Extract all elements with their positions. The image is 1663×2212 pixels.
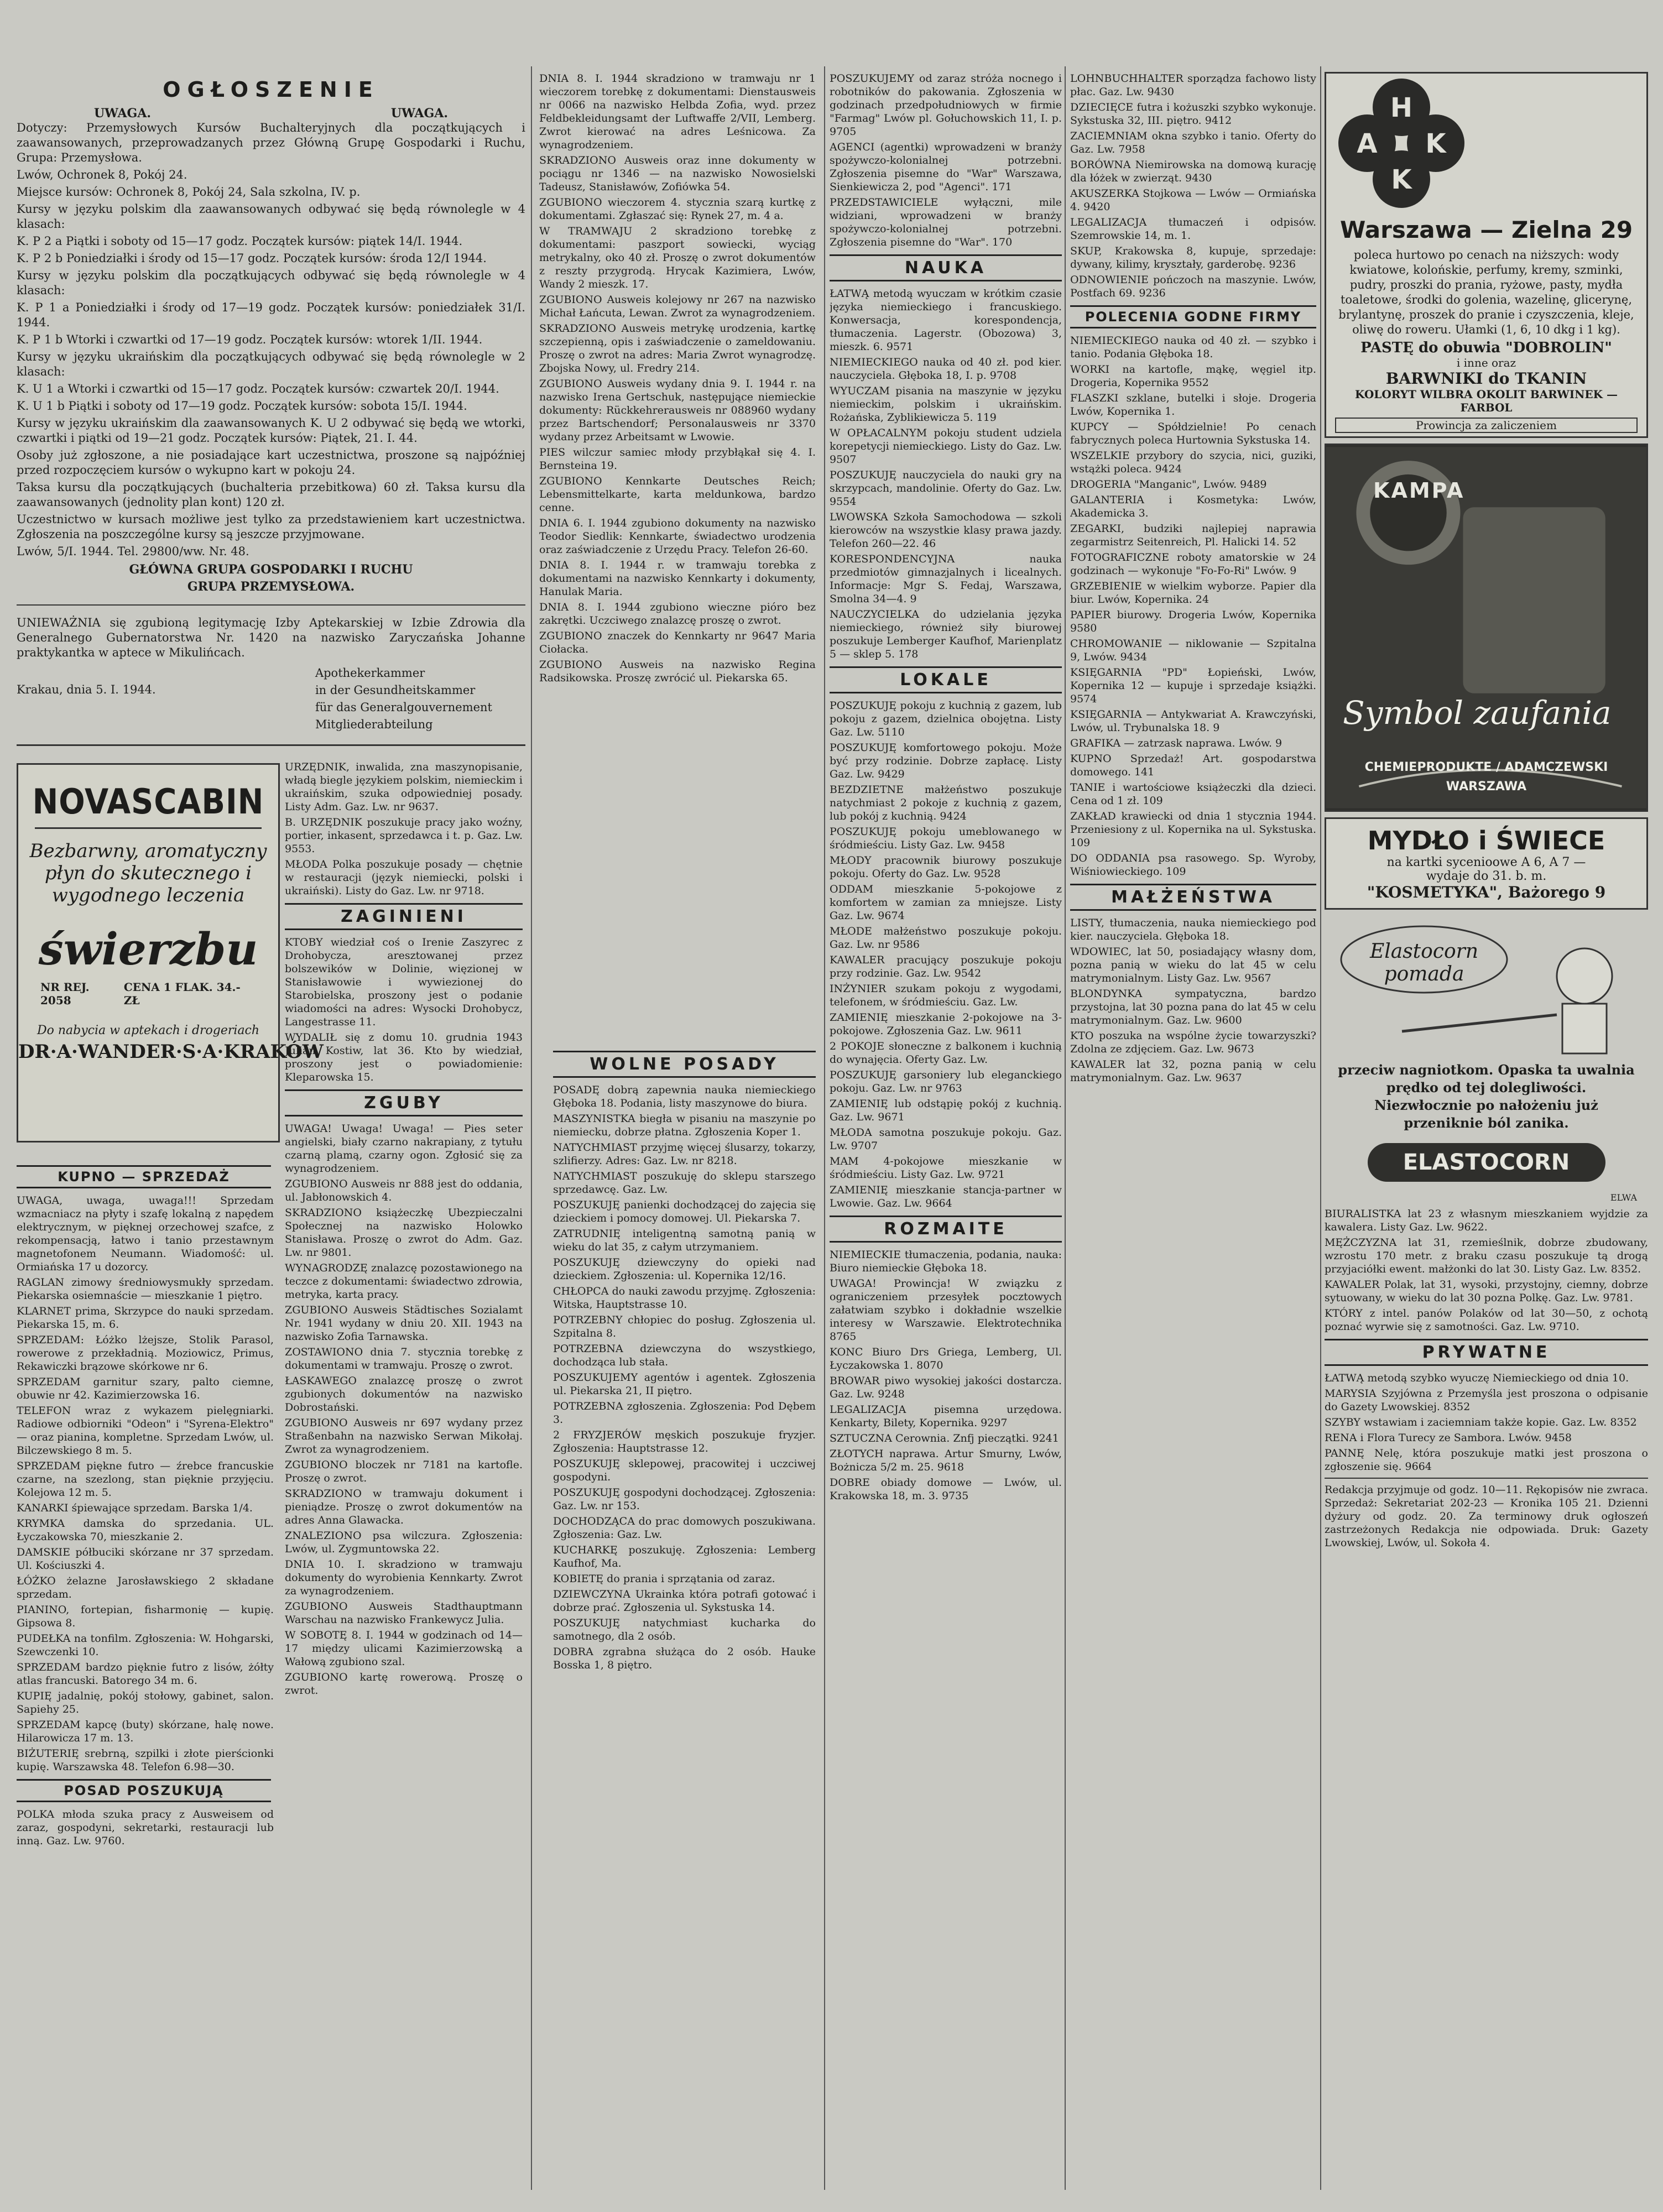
classified-ad: SKRADZIONO Ausweis oraz inne dokumenty w pociągu nr 1346 — na nazwisko Nowosielski Tadeusz, Stanisławów, Zofiówka 54. <box>539 154 816 193</box>
uwaga-left: UWAGA. <box>94 106 152 121</box>
classified-ad: W OPŁACALNYM pokoju student udziela korepetycji niemieckiego. Listy do Gaz. Lw. 9507 <box>830 427 1062 466</box>
column-rule <box>531 66 532 2190</box>
apothek-line: für das Generalgouvernement <box>315 701 492 714</box>
novascabin-brand: NOVASCABIN <box>32 781 264 822</box>
elastocorn-ad <box>1325 915 1648 1203</box>
classified-ad: PUDEŁKA na tonfilm. Zgłoszenia: W. Hohgarski, Szewczenki 10. <box>17 1632 274 1658</box>
classified-ad: WYDALIŁ się z domu 10. grudnia 1943 Julian Kostiw, lat 36. Kto by wiedział, proszony jest o powiadomienie: Kleparowska 15. <box>285 1031 523 1083</box>
classified-ad: MARYSIA Szyjówna z Przemyśla jest proszona o odpisanie do Gazety Lwowskiej. 8352 <box>1325 1387 1648 1413</box>
malzenstwa-heading: MAŁŻEŃSTWA <box>1070 884 1316 911</box>
prywatne-list <box>1325 1371 1648 1473</box>
classified-ad: POSZUKUJĘ garsoniery lub eleganckiego pokoju. Gaz. Lw. nr 9763 <box>830 1069 1062 1094</box>
classified-ad: B. URZĘDNIK poszukuje pracy jako woźny, portier, inkasent, sprzedawca i t. p. Gaz. Lw. 9553. <box>285 816 523 855</box>
elastocorn-logo: Elastocorn pomada <box>1369 940 1479 985</box>
classified-ad: BROWAR piwo wysokiej jakości dostarcza. Gaz. Lw. 9248 <box>830 1375 1062 1400</box>
classified-ad: WSZELKIE przybory do szycia, nici, guziki, wstążki poleca. 9424 <box>1070 450 1316 475</box>
elastocorn-text: przeciw nagniotkom. Opaska ta uwalnia prędko od tej dolegliwości. Niezwłocznie po nałożeniu już przeniknie ból zanika. <box>1338 1062 1635 1131</box>
kampa-city: WARSZAWA <box>1446 780 1527 794</box>
kampa-symbol: Symbol zaufania <box>1343 694 1612 732</box>
apothek-signature <box>315 666 492 734</box>
novascabin-ad <box>17 763 324 1142</box>
classified-ad: ZGUBIONO Ausweis na nazwisko Regina Radsikowska. Proszę zwrócić ul. Piekarska 65. <box>539 659 816 684</box>
uniewaznia-notice: UNIEWAŻNIA się zgubioną legitymację Izby Aptekarskiej w Izbie Zdrowia dla Generalnego Gubernatorstwa Nr. 1420 na nazwisko Zaryczańska Johanne praktykantka w aptece w Mikulińcach. <box>17 616 525 659</box>
classified-ad: LEGALIZACJA tłumaczeń i odpisów. Szemrowskie 14, m. 1. <box>1070 216 1316 242</box>
classified-ad: SPRZEDAM piękne futro — źrebce francuskie czarne, na szezlong, stan pięknie przyjęciu. Kolejowa 12 m. 5. <box>17 1460 274 1499</box>
classified-ad: 2 POKOJE słoneczne z balkonem i kuchnią do wynajęcia. Oferty Gaz. Lw. <box>830 1040 1062 1066</box>
classified-ad: ZATRUDNIĘ inteligentną samotną panią w wieku do lat 35, z całym utrzymaniem. <box>553 1228 816 1253</box>
classified-ad: DAMSKIE półbuciki skórzane nr 37 sprzedam. Ul. Kościuszki 4. <box>17 1546 274 1572</box>
classified-ad: AKUSZERKA Stojkowa — Lwów — Ormiańska 4. 9420 <box>1070 187 1316 213</box>
classified-ad: MŁODA Polka poszukuje posady — chętnie w restauracji (język niemiecki, polski i ukraiński). Listy do Gaz. Lw. nr 9718. <box>285 858 523 897</box>
notice-paragraph: Miejsce kursów: Ochronek 8, Pokój 24, Sala szkolna, IV. p. <box>17 185 361 199</box>
classified-ad: BIURALISTKA lat 23 z własnym mieszkaniem wyjdzie za kawalera. Listy Gaz. Lw. 9622. <box>1325 1208 1648 1233</box>
classified-ad: POTRZEBNA zgłoszenia. Zgłoszenia: Pod Dębem 3. <box>553 1400 816 1426</box>
classified-ad: KOBIETĘ do prania i sprzątania od zaraz. <box>553 1573 775 1585</box>
classified-ad: DO ODDANIA psa rasowego. Sp. Wyroby, Wiśniowieckiego. 109 <box>1070 852 1316 878</box>
nauka-list <box>830 287 1062 661</box>
classified-ad: DNIA 10. I. skradziono w tramwaju dokumenty do wyrobienia Kennkarty. Zwrot za wynagrodzeniem. <box>285 1558 523 1597</box>
classified-ad: SPRZEDAM kapcę (buty) skórzane, halę nowe. Hilarowicza 17 m. 13. <box>17 1719 274 1744</box>
notice-paragraph: Osoby już zgłoszone, a nie posiadające kart uczestnictwa, proszone są najpóźniej przed rozpoczęciem kursów o wykupno kart w pokoju 24. <box>17 448 525 477</box>
novascabin-reg-row <box>18 980 278 1007</box>
column-4 <box>830 72 1062 2190</box>
classified-ad: DZIEWCZYNA Ukrainka która potrafi gotować i dobrze prać. Zgłoszenia ul. Sykstuska 14. <box>553 1588 816 1614</box>
classified-ad: ZGUBIONO wieczorem 4. stycznia szarą kurtkę z dokumentami. Zgłaszać się: Rynek 27, m. 4 a. <box>539 196 816 222</box>
classified-ad: WDOWIEC, lat 50, posiadający własny dom, pozna panią w wieku do lat 45 w celu matrymonialnym. Listy Gaz. Lw. 9567 <box>1070 946 1316 984</box>
column-5 <box>1070 72 1316 2190</box>
classified-ad: ZGUBIONO Kennkarte Deutsches Reich; Lebensmittelkarte, karta meldunkowa, bardzo cenne. <box>539 475 816 514</box>
classified-ad: FLASZKI szklane, butelki i słoje. Drogeria Lwów, Kopernika 1. <box>1070 392 1316 418</box>
classified-ad: POSZUKUJĘ natychmiast kucharka do samotnego, dla 2 osób. <box>553 1617 816 1642</box>
hak-letter: A <box>1357 128 1378 159</box>
classified-ad: GALANTERIA i Kosmetyka: Lwów, Akademicka 3. <box>1070 494 1316 519</box>
classified-ad: LISTY, tłumaczenia, nauka niemieckiego pod kier. nauczyciela. Głęboka 18. <box>1070 917 1316 942</box>
classified-ad: PRZEDSTAWICIELE wyłączni, mile widziani, wprowadzeni w branży spożywczo-kolonialnej potrzebni. Zgłoszenia pisemne do "War". 170 <box>830 196 1062 248</box>
hak-barwniki: BARWNIKI do TKANIN <box>1385 369 1587 388</box>
classified-ad: WYUCZAM pisania na maszynie w języku niemieckim, polskim i ukraińskim. Rożańska, Zyblikiewicza 5. 119 <box>830 385 1062 424</box>
hak-ad <box>1325 72 1648 438</box>
classified-ad: DOBRA zgrabna służąca do 2 osób. Hauke Bosska 1, 8 piętro. <box>553 1646 816 1671</box>
novascabin-product: świerzbu <box>38 923 258 975</box>
notice-body <box>17 121 525 559</box>
novascabin-maker: DR·A·WANDER·S·A·KRAKÓW <box>18 1041 324 1063</box>
classified-ad: GRZEBIENIE w wielkim wyborze. Papier dla biur. Lwów, Kopernika. 24 <box>1070 580 1316 606</box>
classified-ad: ZGUBIONO bloczek nr 7181 na kartofle. Proszę o zwrot. <box>285 1459 523 1484</box>
classified-ad: RENA i Flora Turecy ze Sambora. Lwów. 9458 <box>1325 1432 1572 1444</box>
mydlo-ad <box>1325 817 1648 910</box>
classified-ad: POTRZEBNA dziewczyna do wszystkiego, dochodząca lub stała. <box>553 1343 816 1368</box>
mydlo-line: wydaje do 31. b. m. <box>1426 869 1547 883</box>
hak-brands: KOLORYT WILBRA OKOLIT BARWINEK — FARBOL <box>1354 388 1618 414</box>
classified-ad: ŁASKAWEGO znalazcę proszę o zwrot zgubionych dokumentów na nazwisko Dobrostański. <box>285 1375 523 1413</box>
classified-ad: NATYCHMIAST przyjmę więcej ślusarzy, tokarzy, szlifierzy. Adres: Gaz. Lw. nr 8218. <box>553 1141 816 1167</box>
classified-ad: MŁODE małżeństwo poszukuje pokoju. Gaz. Lw. nr 9586 <box>830 925 1062 951</box>
classified-ad: ZGUBIONO Ausweis wydany dnia 9. I. 1944 r. na nazwisko Irena Gertschuk, następujące niemieckie dokumenty: Rückkehrerausweis nr 088960 wydany przez Bartschendorf; Personalausweis nr 3370 wydany przez Arbeitsamt w Lwowie. <box>539 378 816 443</box>
column-rule <box>1320 66 1321 2190</box>
col5-top-list <box>1070 72 1316 300</box>
classified-ad: MŁODA samotna poszukuje pokoju. Gaz. Lw. 9707 <box>830 1126 1062 1152</box>
classified-ad: SPRZEDAM garnitur szary, palto ciemne, obuwie nr 42. Kazimierzowska 16. <box>17 1376 274 1401</box>
classified-ad: DZIECIĘCE futra i kożuszki szybko wykonuje. Sykstuska 32, III. piętro. 9412 <box>1070 101 1316 127</box>
classified-ad: BLONDYNKA sympatyczna, bardzo przystojna, lat 30 pozna pana do lat 45 w celu matrymonialnym. Gaz. Lw. 9600 <box>1070 988 1316 1026</box>
divider <box>35 827 262 829</box>
classified-ad: ZOSTAWIONO dnia 7. stycznia torebkę z dokumentami w tramwaju. Proszę o zwrot. <box>285 1346 523 1371</box>
apothek-line: in der Gesundheitskammer <box>315 684 476 697</box>
novascabin-price: CENA 1 FLAK. 34.-ZŁ <box>123 980 241 1007</box>
hak-letter: K <box>1391 164 1412 195</box>
notice-paragraph: K. P 1 a Poniedziałki i środy od 17—19 godz. Początek kursów: poniedziałek 31/I. 1944. <box>17 301 525 329</box>
classified-ad: TANIE i wartościowe książeczki dla dzieci. Cena od 1 zł. 109 <box>1070 781 1316 807</box>
classified-ad: POSZUKUJĘ gospodyni dochodzącej. Zgłoszenia: Gaz. Lw. nr 153. <box>553 1486 816 1512</box>
classified-ad: SKRADZIONO Ausweis metrykę urodzenia, kartkę szczepienną, opis i zaświadczenie o zameldowaniu. Proszę o zwrot na adres: Maria Zwrot wynagrodzę. Zbojska Nowy, ul. Fredry 214. <box>539 322 816 374</box>
elastocorn-brand: ELASTOCORN <box>1368 1143 1605 1182</box>
notice-paragraph: Kursy w języku ukraińskim dla początkujących odbywać się będą równolegle w 2 klasach: <box>17 350 525 378</box>
classified-ad: RAGLAN zimowy średniowysmukły sprzedam. Piekarska osiemnaście — mieszkanie 1 piętro. <box>17 1276 274 1302</box>
classified-ad: MĘŻCZYZNA lat 31, rzemieślnik, dobrze zbudowany, wzrostu 170 metr. z braku czasu poszukuje tą drogą przyjaciółki ewent. małżonki do lat 30. Listy Gaz. Lw. 8352. <box>1325 1237 1648 1275</box>
classified-ad: ZGUBIONO Ausweis Städtisches Sozialamt Nr. 1941 wydany w dniu 20. XII. 1943 na nazwisko Zofia Tarnawska. <box>285 1304 523 1343</box>
classified-ad: NIEMIECKIEGO nauka od 40 zł. pod kier. nauczyciela. Głęboka 18, I. p. 9708 <box>830 356 1062 382</box>
classified-ad: URZĘDNIK, inwalida, zna maszynopisanie, władą biegle językiem polskim, niemieckim i ukraińskim, szuka odpowiedniej posady. Listy Adm. Gaz. Lw. nr 9637. <box>285 761 523 813</box>
classified-ad: DNIA 8. I. 1944 skradziono w tramwaju nr 1 wieczorem torebkę z dokumentami: Dienstausweis nr 0066 na nazwisko Helbda Zofia, wyd. przez Feldbekleidungsamt der Luftwaffe 2/VII, Lemberg. Zwrot kierować na adres Leśnicowa. Za wynagrodzeniem. <box>539 72 816 151</box>
classified-ad: CHŁOPCA do nauki zawodu przyjmę. Zgłoszenia: Witska, Hauptstrasse 10. <box>553 1285 816 1311</box>
classified-ad: ODNOWIENIE pończoch na maszynie. Lwów, Postfach 69. 9236 <box>1070 274 1316 299</box>
classified-ad: KAWALER Polak, lat 31, wysoki, przystojny, ciemny, dobrze sytuowany, w wieku do lat 30 pozna Polkę. Gaz. Lw. 9781. <box>1325 1279 1648 1304</box>
classified-ad: KANARKI śpiewające sprzedam. Barska 1/4. <box>17 1502 253 1514</box>
notice-paragraph: Uczestnictwo w kursach możliwe jest tylko za przedstawieniem kart uczestnictwa. Zgłoszenia na poszczególne kursy są jeszcze przyjmowane. <box>17 513 525 541</box>
hak-letter: K <box>1425 128 1446 159</box>
classified-ad: GRAFIKA — zatrzask naprawa. Lwów. 9 <box>1070 737 1283 749</box>
classified-ad: BORÓWNA Niemirowska na domową kurację dla łóżek w zwierząt. 9430 <box>1070 159 1316 184</box>
rozmaite-list <box>830 1248 1062 1503</box>
zaginieni-heading: ZAGINIENI <box>285 903 523 930</box>
wolne-posady-list <box>553 1083 816 1672</box>
classified-ad: POSZUKUJĘ dziewczyny do opieki nad dzieckiem. Zgłoszenia: ul. Kopernika 12/16. <box>553 1256 816 1282</box>
kupno-sprzedaz-heading: KUPNO — SPRZEDAŻ <box>17 1165 271 1188</box>
classified-ad: POSZUKUJEMY od zaraz stróża nocnego i robotników do pakowania. Zgłoszenia w godzinach przedpołudniowych w firmie "Farmag" Lwów pl. Gołuchowskich 11, I. p. 9705 <box>830 72 1062 138</box>
classified-ad: KSIĘGARNIA — Antykwariat A. Krawczyński, Lwów, ul. Trybunalska 18. 9 <box>1070 708 1316 734</box>
hak-pasta: PASTĘ do obuwia "DOBROLIN" <box>1360 340 1612 356</box>
rozmaite-heading: ROZMAITE <box>830 1215 1062 1243</box>
column-rule <box>1065 66 1066 2190</box>
notice-paragraph: Kursy w języku polskim dla zaawansowanych odbywać się będą równolegle w 4 klasach: <box>17 202 525 231</box>
classified-ad: ŁÓŻKO żelazne Jarosławskiego 2 składane sprzedam. <box>17 1575 274 1600</box>
classified-ad: ZAMIENIĘ lub odstąpię pokój z kuchnią. Gaz. Lw. 9671 <box>830 1098 1062 1123</box>
classified-ad: ZŁOTYCH naprawa. Artur Smurny, Lwów, Bożnicza 5/2 m. 25. 9618 <box>830 1448 1062 1473</box>
classified-ad: SPRZEDAM bardzo pięknie futro z lisów, żółty atlas francuski. Batorego 34 m. 6. <box>17 1661 274 1687</box>
col6-list <box>1325 1207 1648 1333</box>
classified-ad: KSIĘGARNIA "PD" Łopieński, Lwów, Kopernika 12 — kupuje i sprzedaje książki. 9574 <box>1070 666 1316 705</box>
classified-ad: MŁODY pracownik biurowy poszukuje pokoju. Oferty do Gaz. Lw. 9528 <box>830 854 1062 880</box>
classified-ad: NAUCZYCIELKA do udzielania języka niemieckiego, również siły biurowej poszukuje Lemberger Kaufhof, Marienplatz 5 — sklep 5. 178 <box>830 608 1062 660</box>
classified-ad: POSZUKUJĘ nauczyciela do nauki gry na skrzypcach, mandolinie. Oferty do Gaz. Lw. 9554 <box>830 469 1062 508</box>
notice-signature-1: GŁÓWNA GRUPA GOSPODARKI I RUCHU <box>129 562 413 577</box>
classified-ad: SKUP, Krakowska 8, kupuje, sprzedaje: dywany, kilimy, kryształy, garderobę. 9236 <box>1070 245 1316 270</box>
classified-ad: DOCHODZĄCA do prac domowych poszukiwana. Zgłoszenia: Gaz. Lw. <box>553 1515 816 1541</box>
notice-paragraph: K. U 1 a Wtorki i czwartki od 15—17 godz. Początek kursów: czwartek 20/I. 1944. <box>17 382 499 395</box>
kampa-company: CHEMIEPRODUKTE / ADAMCZEWSKI <box>1364 760 1608 774</box>
classified-ad: MASZYNISTKA biegła w pisaniu na maszynie po niemiecku, dobrze płatna. Zgłoszenia Koper 1. <box>553 1113 816 1138</box>
classified-ad: POSZUKUJĘ panienki dochodzącej do zajęcia się dzieckiem i pomocy domowej. Ul. Piekarska 7. <box>553 1199 816 1224</box>
classified-ad: TELEFON wraz z wykazem pielęgniarki. Radiowe odbiorniki "Odeon" i "Syrena-Elektro" — oraz pianina, kompletne. Sprzedam Lwów, ul. Bilczewskiego 8 m. 5. <box>17 1405 274 1457</box>
classified-ad: PANNĘ Nelę, która poszukuje matki jest proszona o zgłoszenie się. 9664 <box>1325 1447 1648 1473</box>
classified-ad: INŻYNIER szukam pokoju z wygodami, telefonem, w śródmieściu. Gaz. Lw. <box>830 983 1062 1008</box>
classified-ad: POSADĘ dobrą zapewnia nauka niemieckiego Głęboka 18. Podania, listy maszynowe do biura. <box>553 1084 816 1109</box>
hak-city: Warszawa — Zielna 29 <box>1339 216 1633 243</box>
notice-paragraph: K. P 2 b Poniedziałki i środy od 15—17 godz. Początek kursów: środa 12/I 1944. <box>17 252 487 265</box>
classified-ad: ZAMIENIĘ mieszkanie 2-pokojowe na 3-pokojowe. Zgłoszenia Gaz. Lw. 9611 <box>830 1011 1062 1037</box>
notice-paragraph: Lwów, 5/I. 1944. Tel. 29800/ww. Nr. 48. <box>17 545 249 558</box>
wolne-posady-heading: WOLNE POSADY <box>553 1051 816 1078</box>
lokale-list <box>830 699 1062 1210</box>
urzednik-list <box>285 760 523 898</box>
kampa-brand: KAMPA <box>1373 478 1465 503</box>
mydlo-line: na kartki sycenioowe A 6, A 7 — <box>1386 855 1586 869</box>
kupno-sprzedaz-list <box>17 1194 274 1773</box>
classified-ad: WORKI na kartofle, mąkę, węgiel itp. Drogeria, Kopernika 9552 <box>1070 363 1316 389</box>
divider <box>17 744 525 746</box>
classified-ad: DROGERIA "Manganic", Lwów. 9489 <box>1070 478 1267 491</box>
classified-ad: ZAKŁAD krawiecki od dnia 1 stycznia 1944. Przeniesiony z ul. Kopernika na ul. Sykstuska. 109 <box>1070 810 1316 849</box>
prywatne-heading: PRYWATNE <box>1325 1339 1648 1366</box>
classified-ad: KTO poszuka na wspólne życie towarzyszki? Zdolna ze zdjęciem. Gaz. Lw. 9673 <box>1070 1030 1316 1055</box>
notice-title: OGŁOSZENIE <box>163 77 379 102</box>
apothek-line: Apothekerkammer <box>315 666 425 680</box>
nauka-heading: NAUKA <box>830 254 1062 281</box>
classified-ad: UWAGA! Prowincja! W związku z ograniczeniem przesyłek pocztowych załatwiam szybko i dokładnie wszelkie interesy w Warszawie. Elektrotechnika 8765 <box>830 1277 1062 1343</box>
classified-ad: POSZUKUJĘ sklepowej, pracowitej i uczciwej gospodyni. <box>553 1458 816 1483</box>
posad-poszukuja-list <box>17 1808 274 1848</box>
polecenia-list <box>1070 334 1316 878</box>
notice-paragraph: Taksa kursu dla początkujących (buchalteria przebitkowa) 60 zł. Taksa kursu dla zaawansowanych (jednolity plan kont) 120 zł. <box>17 481 525 509</box>
classified-ad: PIES wilczur samiec młody przybłąkał się 4. I. Bernsteina 19. <box>539 446 816 472</box>
classified-ad: POTRZEBNY chłopiec do posług. Zgłoszenia ul. Szpitalna 8. <box>553 1314 816 1339</box>
hak-clover-logo <box>1335 77 1468 210</box>
classified-ad: ZEGARKI, budziki najlepiej naprawia zegarmistrz Seitenreich, Pl. Halicki 14. 52 <box>1070 523 1316 548</box>
classified-ad: KUPIĘ jadalnię, pokój stołowy, gabinet, salon. Sapiehy 25. <box>17 1690 274 1715</box>
mydlo-company: "KOSMETYKA", Bażorego 9 <box>1367 883 1606 901</box>
polecenia-heading: POLECENIA GODNE FIRMY <box>1070 305 1316 328</box>
kampa-ad <box>1325 444 1648 812</box>
classified-ad: UWAGA, uwaga, uwaga!!! Sprzedam wzmacniacz na płyty i szafę lokalną z napędem elektrycznym, w pięknej orzechowej szafce, z rekompensacją, łatwo i tanio przestawnym magnetofonem Neumann. Wiadomość: ul. Ormiańska 17 u dozorcy. <box>17 1194 274 1273</box>
classified-ad: MAM 4-pokojowe mieszkanie w śródmieściu. Listy Gaz. Lw. 9721 <box>830 1155 1062 1181</box>
classified-ad: KTÓRY z intel. panów Polaków od lat 30—50, z ochotą poznać wyrwie się z samotności. Gaz. Lw. 9710. <box>1325 1307 1648 1333</box>
elastocorn-illustration <box>1325 915 1648 1059</box>
classified-ad: CHROMOWANIE — niklowanie — Szpitalna 9, Lwów. 9434 <box>1070 638 1316 663</box>
notice-paragraph: Kursy w języku ukraińskim dla zaawansowanych K. U 2 odbywać się będą we wtorki, czwartki i piątki od 19—21 godz. Początek kursów: Piątek, 21. I. 44. <box>17 416 525 445</box>
classified-ad: ZGUBIONO Ausweis kolejowy nr 267 na nazwisko Michał Łańcuta, Lewan. Zwrot za wynagrodzeniem. <box>539 294 816 319</box>
zguby-top-list <box>539 72 816 685</box>
classified-ad: WYNAGRODZĘ znalazcę pozostawionego na teczce z dokumentami: świadectwo zdrowia, metryka, karta pracy. <box>285 1262 523 1301</box>
classified-ad: SZYBY wstawiam i zaciemniam także kopie. Gaz. Lw. 8352 <box>1325 1416 1637 1428</box>
hak-text: poleca hurtowo po cenach na niższych: wody kwiatowe, kolońskie, perfumy, kremy, szminki, pudry, proszki do prania, ryżowe, pasty, mydła toaletowe, środki do golenia, wazelinę, glicerynę, brylantynę, proszek do pranie i czyszczenia, kleje, oliwę do roweru. Ułamki (1, 6, 10 dkg i 1 kg). <box>1338 248 1634 336</box>
apothek-line: Mitgliederabteilung <box>315 718 433 731</box>
classified-ad: W SOBOTĘ 8. I. 1944 w godzinach od 14—17 między ulicami Kazimierzowską a Wałową zgubiono szal. <box>285 1629 523 1668</box>
classified-ad: AGENCI (agentki) wprowadzeni w branży spożywczo-kolonialnej potrzebni. Zgłoszenia pisemne do "War" Warszawa, Sienkiewicza 2, pod "Agenci". 171 <box>830 141 1062 193</box>
classified-ad: NIEMIECKIEGO nauka od 40 zł. — szybko i tanio. Podania Głęboka 18. <box>1070 335 1316 360</box>
krakau-date: Krakau, dnia 5. I. 1944. <box>17 683 156 696</box>
classified-ad: KUCHARKĘ poszukuję. Zgłoszenia: Lemberg Kaufhof, Ma. <box>553 1544 816 1569</box>
classified-ad: SZTUCZNA Cerownia. Znfj pieczątki. 9241 <box>830 1432 1059 1444</box>
notice-paragraph: K. P 1 b Wtorki i czwartki od 17—19 godz. Początek kursów: wtorek 1/II. 1944. <box>17 333 483 346</box>
classified-ad: ŁATWĄ metodą wyuczam w krótkim czasie języka niemieckiego i francuskiego. Konwersacja, korespondencja, tłumaczenia. Lagerstr. (Obozowa) 3, mieszk. 6. 9571 <box>830 288 1062 353</box>
divider <box>1325 1478 1648 1479</box>
classified-ad: KTOBY wiedział coś o Irenie Zaszyrec z Drohobycza, aresztowanej przez bolszewików w Dolinie, więzionej w Stanisławowie i wywiezionej do Starobielska, proszony jest o podanie wiadomości na adres: Wysocki Drohobycz, Langestrasse 11. <box>285 936 523 1028</box>
notice-signature-2: GRUPA PRZEMYSŁOWA. <box>187 580 355 594</box>
novascabin-tagline: Bezbarwny, aromatyczny płyn do skutecznego i wygodnego leczenia <box>29 840 267 906</box>
notice-paragraph: K. P 2 a Piątki i soboty od 15—17 godz. Początek kursów: piątek 14/I. 1944. <box>17 234 463 248</box>
mydlo-title: MYDŁO i ŚWIECE <box>1367 826 1605 855</box>
classified-ad: DNIA 8. I. 1944 r. w tramwaju torebka z dokumentami na nazwisko Kennkarty i dokumenty, Hanulak Maria. <box>539 559 816 598</box>
classified-ad: POLKA młoda szuka pracy z Ausweisem od zaraz, gospodyni, sekretarki, restauracji lub inną. Gaz. Lw. 9760. <box>17 1808 274 1847</box>
notice-paragraph: Dotyczy: Przemysłowych Kursów Buchalteryjnych dla początkujących i zaawansowanych, przeprowadzanych przez Główną Grupę Gospodarki i Ruchu, Grupa: Przemysłowa. <box>17 121 525 164</box>
classified-ad: FOTOGRAFICZNE roboty amatorskie w 24 godzinach — wykonuje "Fo-Fo-Ri" Lwów. 9 <box>1070 551 1316 577</box>
classified-ad: 2 FRYZJERÓW męskich poszukuje fryzjer. Zgłoszenia: Hauptstrasse 12. <box>553 1429 816 1454</box>
notice-paragraph: K. U 1 b Piątki i soboty od 17—19 godz. Początek kursów: sobota 15/I. 1944. <box>17 399 467 413</box>
column-3 <box>553 1045 816 2190</box>
classified-ad: SKRADZIONO w tramwaju dokument i pieniądze. Proszę o zwrot dokumentów na adres Anna Glawacka. <box>285 1488 523 1526</box>
classified-ad: ODDAM mieszkanie 5-pokojowe z komfortem w zamian za mniejsze. Listy Gaz. Lw. 9674 <box>830 883 1062 922</box>
divider <box>17 604 525 606</box>
classified-ad: ZGUBIONO kartę rowerową. Proszę o zwrot. <box>285 1671 523 1697</box>
classified-ad: NATYCHMIAST poszukuję do sklepu starszego sprzedawcę. Gaz. Lw. <box>553 1170 816 1196</box>
classified-ad: ZGUBIONO Ausweis nr 697 wydany przez Straßenbahn na nazwisko Serwan Mikołaj. Zwrot za wynagrodzeniem. <box>285 1417 523 1455</box>
posad-poszukuja-heading: POSAD POSZUKUJĄ <box>17 1779 271 1802</box>
zguby-heading: ZGUBY <box>285 1089 523 1117</box>
notice-paragraph: Kursy w języku polskim dla początkujących odbywać się będą równolegle w 4 klasach: <box>17 269 525 297</box>
classified-ad: LWOWSKA Szkoła Samochodowa — szkoli kierowców na wszystkie klasy prawa jazdy. Telefon 260—22. 46 <box>830 511 1062 550</box>
col4-top-list <box>830 72 1062 249</box>
notice-uwaga-row <box>17 106 525 121</box>
uwaga-right: UWAGA. <box>390 106 448 121</box>
classified-ad: ZGUBIONO znaczek do Kennkarty nr 9647 Maria Ciołacka. <box>539 630 816 655</box>
classified-ad: DNIA 6. I. 1944 zgubiono dokumenty na nazwisko Teodor Siedlik: Kennkarte, świadectwo urodzenia oraz zaświadczenie z Urzędu Pracy. Telefon 26-60. <box>539 517 816 556</box>
zguby-list <box>285 1122 523 1697</box>
classified-ad: KUPCY — Spółdzielnie! Po cenach fabrycznych poleca Hurtownia Sykstuska 14. <box>1070 421 1316 446</box>
column-6 <box>1325 66 1648 2190</box>
classified-ad: ZNALEZIONO psa wilczura. Zgłoszenia: Lwów, ul. Zygmuntowska 22. <box>285 1530 523 1555</box>
classified-ad: BEZDZIETNE małżeństwo poszukuje natychmiast 2 pokoje z kuchnią z gazem, lub pokój z kuchnią. 9424 <box>830 784 1062 822</box>
classified-ad: UWAGA! Uwaga! Uwaga! — Pies seter angielski, biały czarno nakrapiany, z tytułu czarną plamą, czarny ogon. Zgłosić się za wynagrodzeniem. <box>285 1123 523 1175</box>
classified-ad: SKRADZIONO książeczkę Ubezpieczalni Społecznej na nazwisko Holowko Stanisława. Proszę o zwrot do Adm. Gaz. Lw. nr 9801. <box>285 1207 523 1259</box>
classified-ad: LEGALIZACJA pisemna urzędowa. Kenkarty, Bilety, Kopernika. 9297 <box>830 1404 1062 1429</box>
redakcja-note: Redakcja przyjmuje od godz. 10—11. Rękopisów nie zwraca. Sprzedaż: Sekretariat 202-23 — Kronika 105 21. Dzienni dyżury od godz. 20. Za terminowy druk ogłoszeń zastrzeżonych Redakcja nie odpowiada. Druk: Gazety Lwowskiej, Lwów, ul. Sokoła 4. <box>1325 1484 1648 1549</box>
classified-ad: NIEMIECKIE tłumaczenia, podania, nauka: Biuro niemieckie Głęboka 18. <box>830 1249 1062 1274</box>
column-rule <box>824 66 825 2190</box>
classified-ad: KLARNET prima, Skrzypce do nauki sprzedam. Piekarska 15, m. 6. <box>17 1305 274 1331</box>
classified-ad: LOHNBUCHHALTER sporządza fachowo listy płac. Gaz. Lw. 9430 <box>1070 72 1316 98</box>
classified-ad: DNIA 8. I. 1944 zgubiono wieczne pióro bez zakrętki. Uczciwego znalazcę proszę o zwrot. <box>539 601 816 627</box>
notice-paragraph: Lwów, Ochronek 8, Pokój 24. <box>17 168 187 181</box>
classified-ad: KRYMKA damska do sprzedania. UL. Łyczakowska 70, mieszkanie 2. <box>17 1517 274 1543</box>
classified-ad: POSZUKUJĘ pokoju umeblowanego w śródmieściu. Listy Gaz. Lw. 9458 <box>830 826 1062 851</box>
classified-ad: KAWALER pracujący poszukuje pokoju przy rodzinie. Gaz. Lw. 9542 <box>830 954 1062 979</box>
malzenstwa-list <box>1070 916 1316 1084</box>
hak-prov: Prowincja za zaliczeniem <box>1335 418 1638 433</box>
classified-ad: ZAMIENIĘ mieszkanie stancja-partner w Lwowie. Gaz. Lw. 9664 <box>830 1184 1062 1209</box>
apothek-block <box>17 666 525 734</box>
novascabin-reg: NR REJ. 2058 <box>40 980 90 1007</box>
classified-ad: PAPIER biurowy. Drogeria Lwów, Kopernika 9580 <box>1070 609 1316 634</box>
classified-ad: ŁATWĄ metodą szybko wyuczę Niemieckiego od dnia 10. <box>1325 1372 1629 1384</box>
classified-ad: POSZUKUJEMY agentów i agentek. Zgłoszenia ul. Piekarska 21, II piętro. <box>553 1371 816 1397</box>
column-1b <box>285 760 523 2190</box>
classified-ad: POSZUKUJĘ komfortowego pokoju. Może być przy rodzinie. Dobrze zapłacę. Listy Gaz. Lw. 9429 <box>830 742 1062 780</box>
classified-ad: KAWALER lat 32, pozna panią w celu matrymonialnym. Gaz. Lw. 9637 <box>1070 1058 1316 1084</box>
classified-ad: SPRZEDAM: Łóżko lżejsze, Stolik Parasol, rowerowe z przekładnią. Moziowicz, Primus, Rekawiczki brązowe skórkowe nr 6. <box>17 1334 274 1373</box>
lokale-heading: LOKALE <box>830 666 1062 693</box>
elastocorn-small: ELWA <box>1610 1192 1637 1203</box>
classified-ad: KONC Biuro Drs Griega, Lemberg, Ul. Łyczakowska 1. 8070 <box>830 1346 1062 1371</box>
classified-ad: ZGUBIONO Ausweis nr 888 jest do oddania, ul. Jabłonowskich 4. <box>285 1178 523 1203</box>
classified-ad: KUPNO Sprzedaż! Art. gospodarstwa domowego. 141 <box>1070 753 1316 778</box>
novascabin-buy: Do nabycia w aptekach i drogeriach <box>37 1024 260 1037</box>
hak-letter: H <box>1390 92 1413 123</box>
classified-ad: ZGUBIONO Ausweis Stadthauptmann Warschau na nazwisko Frankewycz Julia. <box>285 1600 523 1626</box>
classified-ad: ZACIEMNIAM okna szybko i tanio. Oferty do Gaz. Lw. 7958 <box>1070 130 1316 155</box>
classified-ad: KORESPONDENCYJNA nauka przedmiotów gimnazjalnych i licealnych. Informacje: Mgr S. Fedaj, Warszawa, Smolna 34—4. 9 <box>830 553 1062 605</box>
hak-also: i inne oraz <box>1456 356 1516 369</box>
classified-ad: PIANINO, fortepian, fisharmonię — kupię. Gipsowa 8. <box>17 1604 274 1629</box>
classified-ad: POSZUKUJĘ pokoju z kuchnią z gazem, lub pokoju z gazem, dzielnica obojętna. Listy Gaz. Lw. 5110 <box>830 700 1062 738</box>
classified-ad: DOBRE obiady domowe — Lwów, ul. Krakowska 18, m. 3. 9735 <box>830 1477 1062 1502</box>
classified-ad: W TRAMWAJU 2 skradziono torebkę z dokumentami: paszport sowiecki, wyciąg metrykalny, oko 40 zł. Proszę o zwrot dokumentów z reszty przygrodą. Hrycak Kazimiera, Lwów, Wandy 2 mieszk. 17. <box>539 225 816 290</box>
classified-ad: BIŻUTERIĘ srebrną, szpilki i złote pierścionki kupię. Warszawska 48. Telefon 6.98—30. <box>17 1747 274 1773</box>
